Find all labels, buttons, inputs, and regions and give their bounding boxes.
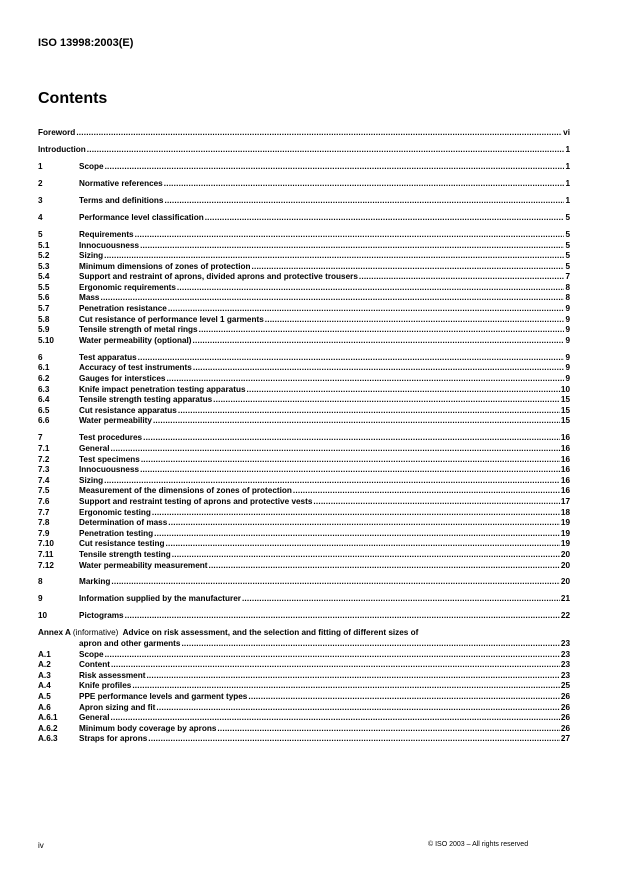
toc-entry[interactable]: [38, 444, 570, 455]
toc-entry-number: 7.6: [38, 496, 50, 506]
toc-entry-page: 8: [565, 293, 570, 303]
toc-entry-title: Minimum dimensions of zones of protection: [79, 261, 251, 271]
toc-entry-page: 22: [560, 611, 570, 621]
toc-entry[interactable]: [38, 128, 570, 139]
dot-leader: [76, 128, 562, 139]
toc-entry[interactable]: [38, 703, 570, 714]
toc-entry-title: Ergonomic requirements: [79, 282, 176, 292]
toc-entry-title: Mass: [79, 293, 100, 303]
toc-entry[interactable]: [38, 416, 570, 427]
toc-entry[interactable]: [38, 315, 570, 326]
toc-entry-number: 4: [38, 212, 43, 222]
toc-entry-title: Accuracy of test instruments: [79, 363, 192, 373]
toc-entry-title: Test specimens: [79, 454, 140, 464]
toc-entry-page: 26: [560, 702, 570, 712]
toc-entry-title: Sizing: [79, 475, 104, 485]
dot-leader: [138, 353, 565, 364]
toc-entry[interactable]: [38, 476, 570, 487]
toc-entry-number: A.2: [38, 660, 51, 670]
toc-entry[interactable]: [38, 611, 570, 622]
annex-title-line1: Advice on risk assessment, and the selection and fitting of different sizes of: [122, 628, 419, 638]
toc-entry-title: Sizing: [79, 251, 104, 261]
toc-entry-title: Pictograms: [79, 611, 124, 621]
toc-entry-page: 8: [565, 282, 570, 292]
annex-note: (informative): [72, 628, 119, 638]
toc-entry-page: 9: [565, 363, 570, 373]
dot-leader: [199, 325, 565, 336]
toc-entry-page: 19: [560, 539, 570, 549]
dot-leader: [178, 406, 560, 417]
toc-entry-number: 5.8: [38, 314, 50, 324]
toc-entry-title: Determination of mass: [79, 518, 168, 528]
toc-entry-number: A.4: [38, 681, 51, 691]
toc-entry-number: 7.9: [38, 528, 50, 538]
dot-leader: [248, 692, 560, 703]
toc-entry-page: 5: [565, 240, 570, 250]
dot-leader: [177, 283, 565, 294]
dot-leader: [111, 444, 560, 455]
toc-entry-page: 1: [565, 161, 570, 171]
dot-leader: [293, 486, 560, 497]
toc-entry-title: Content: [79, 660, 110, 670]
toc-entry[interactable]: [38, 363, 570, 374]
dot-leader: [125, 611, 560, 622]
toc-entry-page: 16: [560, 465, 570, 475]
toc-entry-number: 6.5: [38, 405, 50, 415]
toc-entry[interactable]: [38, 561, 570, 572]
toc-entry-title: Cut resistance of performance level 1 garments: [79, 314, 264, 324]
dot-leader: [140, 241, 564, 252]
dot-leader: [100, 293, 564, 304]
toc-entry-page: 26: [560, 713, 570, 723]
dot-leader: [156, 703, 559, 714]
toc-entry-number: A.5: [38, 692, 51, 701]
toc-entry-title: Straps for aprons: [79, 734, 148, 744]
toc-entry-page: 5: [565, 251, 570, 261]
toc-entry-page: 16: [560, 454, 570, 464]
toc-entry-page: 25: [560, 681, 570, 691]
dot-leader: [164, 179, 565, 190]
toc-entry-number: 5.6: [38, 293, 50, 303]
toc-entry-title: Water permeability (optional): [79, 335, 192, 345]
toc-entry-title: Measurement of the dimensions of zones of protection: [79, 486, 292, 496]
toc-entry-title: Risk assessment: [79, 670, 146, 680]
toc-entry-number: 8: [38, 577, 43, 587]
toc-entry-page: 1: [565, 178, 570, 188]
toc-entry[interactable]: [38, 529, 570, 540]
toc-entry[interactable]: [38, 262, 570, 273]
toc-entry-page: 23: [560, 660, 570, 670]
toc-entry-page: 7: [565, 272, 570, 282]
toc-entry-number: 5.9: [38, 325, 50, 335]
toc-entry-title: Tensile strength testing apparatus: [79, 395, 213, 405]
toc-entry-title: Test apparatus: [79, 352, 137, 362]
toc-entry-title: Minimum body coverage by aprons: [79, 723, 217, 733]
dot-leader: [181, 639, 559, 650]
toc-entry-title: Scope: [79, 649, 104, 659]
dot-leader: [111, 713, 560, 724]
dot-leader: [172, 550, 560, 561]
toc-entry-number: A.6: [38, 702, 51, 712]
toc-entry-title: Test procedures: [79, 433, 143, 443]
toc-entry-page: 1: [565, 144, 570, 154]
toc-entry-number: 3: [38, 195, 43, 205]
toc-entry[interactable]: [38, 213, 570, 224]
footer-page-number: iv: [38, 841, 44, 850]
toc-entry-page: 15: [560, 405, 570, 415]
dot-leader: [104, 251, 564, 262]
toc-entry-page: 27: [560, 734, 570, 744]
toc-entry[interactable]: [38, 196, 570, 207]
dot-leader: [166, 374, 564, 385]
dot-leader: [193, 363, 565, 374]
dot-leader: [213, 395, 560, 406]
page-title: Contents: [38, 90, 108, 107]
toc-entry-title: Penetration resistance: [79, 304, 167, 314]
toc-entry-title: Introduction: [38, 144, 86, 154]
toc-entry-page: 16: [560, 475, 570, 485]
toc-entry[interactable]: [38, 724, 570, 735]
dot-leader: [87, 145, 565, 156]
toc-entry[interactable]: [38, 162, 570, 173]
toc-entry[interactable]: [38, 336, 570, 347]
toc-entry[interactable]: [38, 734, 570, 745]
toc-entry-number: 6.4: [38, 395, 50, 405]
toc-entry-title: Penetration testing: [79, 528, 154, 538]
toc-entry-number: 6.1: [38, 363, 50, 373]
toc-entry[interactable]: [38, 272, 570, 283]
toc-entry-number: 7: [38, 433, 43, 443]
toc-entry-title: Foreword: [38, 128, 76, 137]
toc-entry-number: 10: [38, 611, 48, 621]
toc-entry[interactable]: [38, 241, 570, 252]
toc-entry-page: 20: [560, 577, 570, 587]
toc-entry-number: 6: [38, 352, 43, 362]
toc-entry-title: General: [79, 443, 110, 453]
toc-entry[interactable]: [38, 577, 570, 588]
toc-entry[interactable]: [38, 660, 570, 671]
dot-leader: [247, 385, 560, 396]
toc-entry-page: 16: [560, 433, 570, 443]
toc-entry-page: 21: [560, 594, 570, 604]
toc-entry-number: 6.3: [38, 384, 50, 394]
dot-leader: [217, 724, 559, 735]
toc-entry-number: 5: [38, 229, 43, 239]
toc-entry-title: Information supplied by the manufacturer: [79, 594, 241, 604]
toc-entry-number: 7.4: [38, 475, 50, 485]
toc-entry-title: Normative references: [79, 178, 163, 188]
toc-entry-page: 9: [565, 314, 570, 324]
dot-leader: [111, 660, 560, 671]
toc-entry[interactable]: [38, 713, 570, 724]
toc-entry-number: 5.7: [38, 304, 50, 314]
toc-entry-number: 5.3: [38, 261, 50, 271]
toc-entry[interactable]: [38, 550, 570, 561]
toc-entry[interactable]: [38, 325, 570, 336]
dot-leader: [168, 304, 565, 315]
toc-entry-page: 18: [560, 507, 570, 517]
toc-entry[interactable]: [38, 406, 570, 417]
toc-entry-page: 15: [560, 395, 570, 405]
toc-entry-page: 9: [565, 374, 570, 384]
toc-entry-number: 9: [38, 594, 43, 604]
dot-leader: [132, 681, 560, 692]
dot-leader: [143, 433, 560, 444]
toc-annex-heading-cont[interactable]: [38, 639, 570, 650]
toc-entry-number: 7.5: [38, 486, 50, 496]
toc-entry-title: Gauges for interstices: [79, 374, 166, 384]
toc-entry-title: Terms and definitions: [79, 195, 164, 205]
toc-entry[interactable]: [38, 293, 570, 304]
toc-entry-title: Cut resistance testing: [79, 539, 165, 549]
dot-leader: [205, 213, 565, 224]
toc-entry-title: Cut resistance apparatus: [79, 405, 177, 415]
dot-leader: [193, 336, 565, 347]
toc-entry-title: Requirements: [79, 229, 134, 239]
toc-entry-page: 5: [565, 261, 570, 271]
toc-annex-entries: [38, 650, 570, 745]
toc-entry-number: 7.3: [38, 465, 50, 475]
toc-entry[interactable]: [38, 518, 570, 529]
dot-leader: [153, 416, 560, 427]
toc-entry[interactable]: [38, 508, 570, 519]
dot-leader: [105, 650, 560, 661]
dot-leader: [105, 162, 565, 173]
toc-entry-number: 7.11: [38, 549, 54, 559]
toc-entry[interactable]: [38, 692, 570, 703]
toc-entry[interactable]: [38, 283, 570, 294]
toc-entry-page: 16: [560, 443, 570, 453]
toc-entry[interactable]: [38, 497, 570, 508]
dot-leader: [242, 594, 560, 605]
toc-entry-title: Marking: [79, 577, 111, 587]
toc-entry-title: Tensile strength of metal rings: [79, 325, 198, 335]
toc-entry-title: Water permeability measurement: [79, 560, 208, 570]
toc-entry-number: 5.10: [38, 335, 54, 345]
toc-entry-page: 16: [560, 486, 570, 496]
toc-entry-title: Innocuousness: [79, 240, 140, 250]
toc-entry-title: Knife profiles: [79, 681, 132, 691]
toc-entry-number: 6.6: [38, 416, 50, 426]
toc-main-entries: [38, 128, 570, 622]
annex-page: 23: [560, 639, 570, 649]
toc-entry-number: 2: [38, 178, 43, 188]
toc-entry-page: 10: [560, 384, 570, 394]
toc-entry-number: 7.10: [38, 539, 54, 549]
dot-leader: [265, 315, 565, 326]
dot-leader: [111, 577, 559, 588]
dot-leader: [141, 455, 560, 466]
dot-leader: [140, 465, 560, 476]
toc-entry-number: 7.8: [38, 518, 50, 528]
toc-entry[interactable]: [38, 145, 570, 156]
toc-entry[interactable]: [38, 304, 570, 315]
toc-entry-page: 26: [560, 692, 570, 701]
dot-leader: [104, 476, 560, 487]
toc-entry-page: 17: [560, 496, 570, 506]
toc-entry[interactable]: [38, 681, 570, 692]
dot-leader: [154, 529, 560, 540]
toc-entry-page: 23: [560, 670, 570, 680]
toc-entry-page: 15: [560, 416, 570, 426]
toc-entry-page: 9: [565, 325, 570, 335]
toc-entry-number: 7.12: [38, 560, 54, 570]
toc-entry[interactable]: [38, 353, 570, 364]
document-id: ISO 13998:2003(E): [38, 37, 134, 49]
toc-entry-number: 5.4: [38, 272, 50, 282]
toc-entry-page: 9: [565, 335, 570, 345]
toc-entry[interactable]: [38, 179, 570, 190]
toc-entry-page: 20: [560, 549, 570, 559]
toc-entry-title: Support and restraint testing of aprons and protective vests: [79, 496, 313, 506]
toc-entry-title: Support and restraint of aprons, divided aprons and protective trousers: [79, 272, 358, 282]
toc-entry-page: 20: [560, 560, 570, 570]
toc-entry-page: 5: [565, 212, 570, 222]
toc-entry-page: 19: [560, 528, 570, 538]
toc-entry-page: 19: [560, 518, 570, 528]
toc-entry-title: PPE performance levels and garment types: [79, 692, 248, 701]
toc-entry-number: 7.2: [38, 454, 50, 464]
toc-entry-number: A.6.3: [38, 734, 58, 744]
toc-entry[interactable]: [38, 251, 570, 262]
toc-entry-number: A.6.1: [38, 713, 58, 723]
toc-entry-number: 1: [38, 161, 43, 171]
footer-copyright: © ISO 2003 – All rights reserved: [428, 841, 529, 848]
annex-label: Annex A: [38, 628, 71, 638]
dot-leader: [135, 230, 565, 241]
toc-entry[interactable]: [38, 395, 570, 406]
toc-entry-page: vi: [563, 128, 570, 137]
toc-entry-title: Water permeability: [79, 416, 152, 426]
toc-entry[interactable]: [38, 671, 570, 682]
annex-title-line2: apron and other garments: [79, 639, 181, 649]
toc-entry-title: Scope: [79, 161, 104, 171]
toc-entry-title: Knife impact penetration testing apparatus: [79, 384, 246, 394]
toc-entry-number: 5.2: [38, 251, 50, 261]
dot-leader: [252, 262, 565, 273]
toc-entry[interactable]: [38, 539, 570, 550]
toc-entry[interactable]: [38, 465, 570, 476]
toc-entry-page: 26: [560, 723, 570, 733]
toc-entry[interactable]: [38, 486, 570, 497]
dot-leader: [208, 561, 559, 572]
toc-entry[interactable]: [38, 433, 570, 444]
dot-leader: [152, 508, 560, 519]
toc-entry-number: A.1: [38, 649, 51, 659]
dot-leader: [168, 518, 560, 529]
toc-entry-number: 6.2: [38, 374, 50, 384]
toc-entry-title: Apron sizing and fit: [79, 702, 156, 712]
toc-entry[interactable]: [38, 385, 570, 396]
toc-entry-page: 9: [565, 304, 570, 314]
toc-entry[interactable]: [38, 455, 570, 466]
dot-leader: [146, 671, 559, 682]
table-of-contents: [38, 128, 570, 745]
toc-entry-number: 7.7: [38, 507, 50, 517]
toc-entry-number: A.3: [38, 670, 51, 680]
dot-leader: [313, 497, 560, 508]
toc-entry-number: 5.1: [38, 240, 50, 250]
toc-entry-page: 9: [565, 352, 570, 362]
toc-entry[interactable]: [38, 594, 570, 605]
dot-leader: [166, 539, 560, 550]
toc-entry-title: Innocuousness: [79, 465, 140, 475]
toc-entry-number: 7.1: [38, 443, 50, 453]
toc-entry-title: General: [79, 713, 110, 723]
toc-entry-number: A.6.2: [38, 723, 58, 733]
toc-entry-title: Performance level classification: [79, 212, 204, 222]
dot-leader: [359, 272, 565, 283]
toc-entry-number: 5.5: [38, 282, 50, 292]
toc-entry[interactable]: [38, 374, 570, 385]
toc-entry-title: Tensile strength testing: [79, 549, 171, 559]
toc-entry-page: 5: [565, 229, 570, 239]
toc-entry-page: 1: [565, 195, 570, 205]
toc-entry[interactable]: [38, 650, 570, 661]
dot-leader: [164, 196, 564, 207]
toc-entry-title: Ergonomic testing: [79, 507, 151, 517]
dot-leader: [148, 734, 560, 745]
toc-annex-heading[interactable]: [38, 628, 570, 639]
toc-entry-page: 23: [560, 649, 570, 659]
toc-entry[interactable]: [38, 230, 570, 241]
